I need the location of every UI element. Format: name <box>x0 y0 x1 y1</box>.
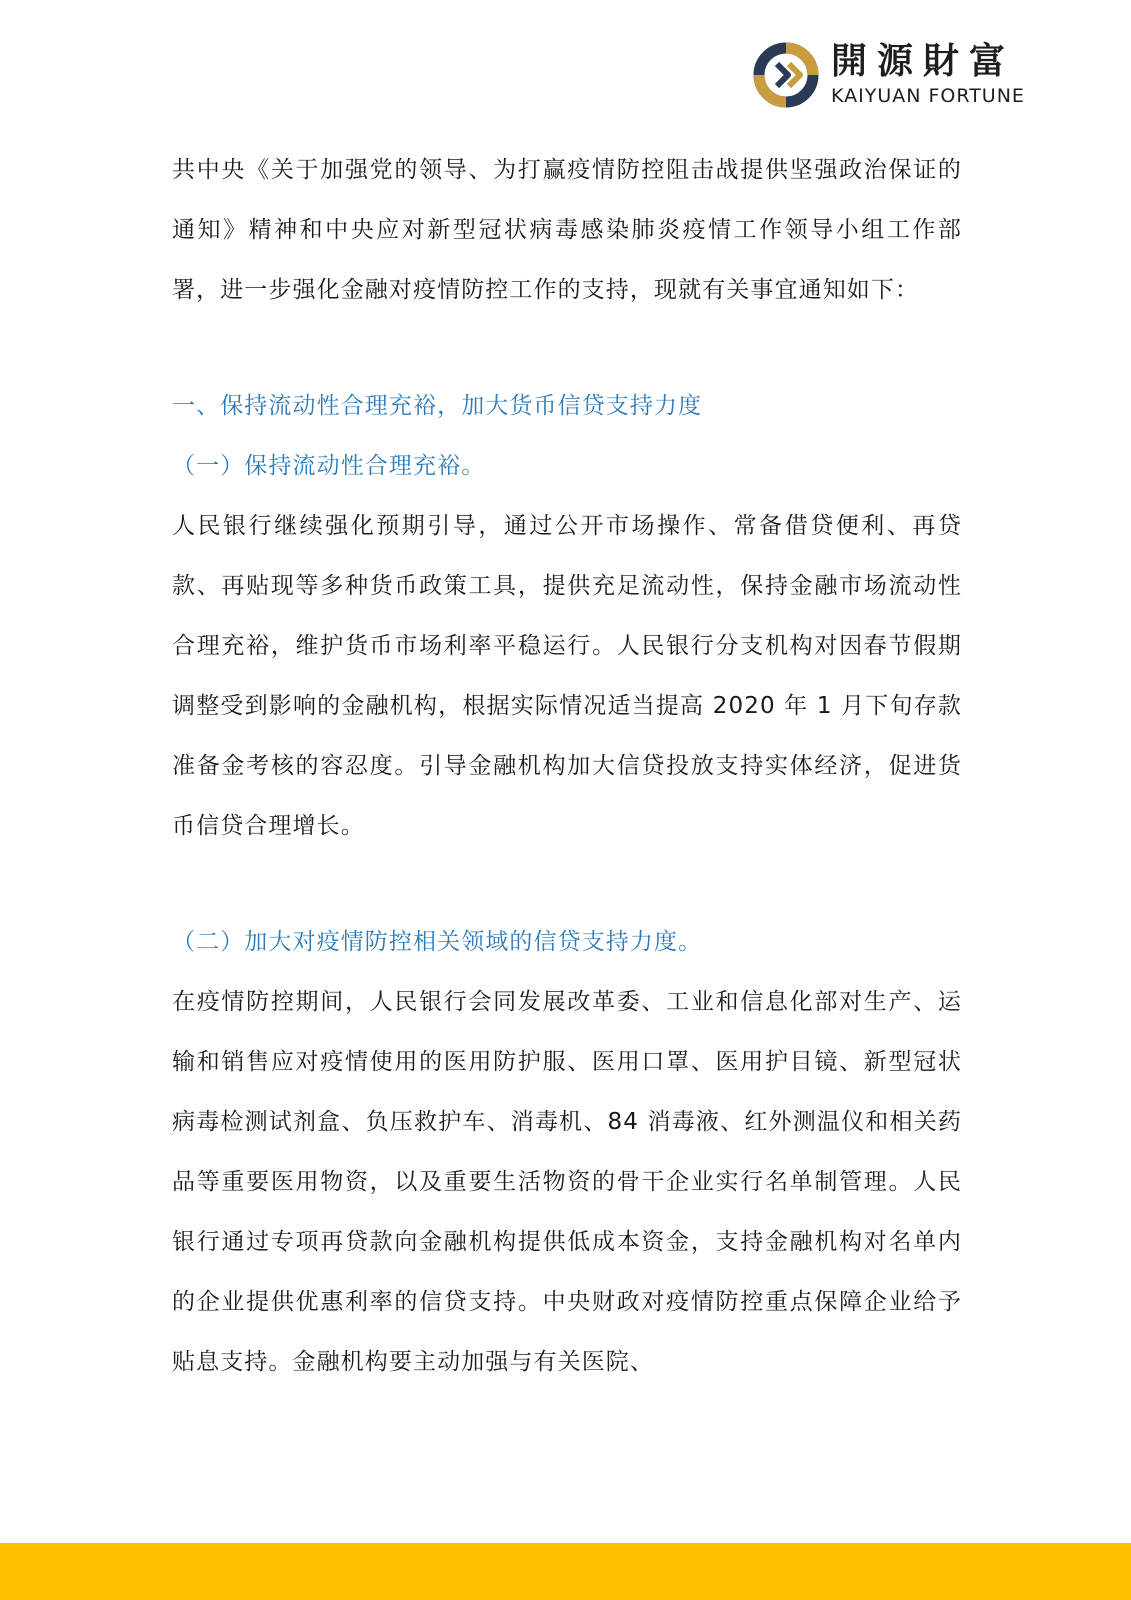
subsection-2-paragraph: 在疫情防控期间，人民银行会同发展改革委、工业和信息化部对生产、运输和销售应对疫情使用的医用防护服、医用口罩、医用护目镜、新型冠状病毒检测试剂盒、负压救护车、消毒机、84 消毒液、红外测温仪和相关药品等重要医用物资，以及重要生活物资的骨干企业实行名单制管理。人民银行通过专项再贷款向金融机构提供低成本资金，支持金融机构对名单内的企业提供优惠利率的信贷支持。中央财政对疫情防控重点保障企业给予贴息支持。金融机构要主动加强与有关医院、 <box>172 989 962 1375</box>
subsection-2-heading: （二）加大对疫情防控相关领域的信贷支持力度。 <box>172 929 703 955</box>
intro-paragraph: 共中央《关于加强党的领导、为打赢疫情防控阻击战提供坚强政治保证的通知》精神和中央应对新型冠状病毒感染肺炎疫情工作领导小组工作部署，进一步强化金融对疫情防控工作的支持，现就有关事宜通知如下： <box>172 157 962 303</box>
subsection-1-heading: （一）保持流动性合理充裕。 <box>172 453 486 479</box>
footer-accent-bar <box>0 1543 1131 1600</box>
logo-english-name: KAIYUAN FORTUNE <box>831 85 1025 107</box>
section-gap <box>172 320 962 376</box>
document-body <box>172 140 962 1392</box>
kaiyuan-fortune-logo-icon <box>753 42 819 108</box>
section-gap <box>172 856 962 912</box>
section-1-heading: 一、保持流动性合理充裕，加大货币信贷支持力度 <box>172 393 703 419</box>
logo-chinese-name: 開源財富 <box>831 41 1016 82</box>
subsection-1-paragraph: 人民银行继续强化预期引导，通过公开市场操作、常备借贷便利、再贷款、再贴现等多种货币政策工具，提供充足流动性，保持金融市场流动性合理充裕，维护货币市场利率平稳运行。人民银行分支机构对因春节假期调整受到影响的金融机构，根据实际情况适当提高 2020 年 1 月下旬存款准备金考核的容忍度。引导金融机构加大信贷投放支持实体经济，促进货币信贷合理增长。 <box>172 513 962 839</box>
company-logo <box>753 40 1043 110</box>
